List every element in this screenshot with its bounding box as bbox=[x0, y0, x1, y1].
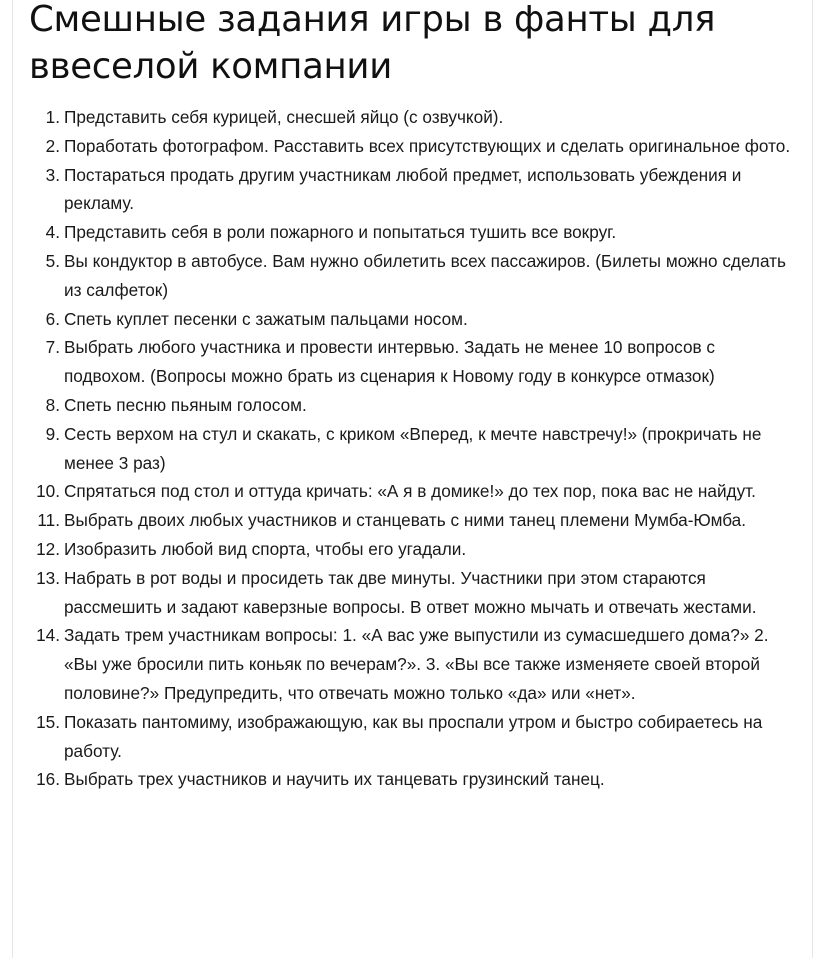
list-item bbox=[36, 535, 792, 564]
list-item-number: 2. bbox=[45, 135, 60, 156]
list-item-number: 11. bbox=[37, 510, 60, 531]
list-item-text: Выбрать двоих любых участников и станцевать с ними танец племени Мумба-Юмба. bbox=[64, 510, 747, 531]
list-item-number: 6. bbox=[45, 308, 60, 329]
list-item-text: Выбрать трех участников и научить их танцевать грузинский танец. bbox=[64, 769, 605, 790]
list-item bbox=[45, 391, 792, 420]
list-item bbox=[36, 765, 792, 794]
list-item-number: 13. bbox=[36, 567, 60, 588]
list-item-text: Показать пантомиму, изображающую, как вы проспали утром и быстро собираетесь на работу. bbox=[64, 711, 763, 761]
list-item-text: Задать трем участникам вопросы: 1. «А вас уже выпустили из сумасшедшего дома?» 2. «Вы уже бросили пить коньяк по вечерам?». 3. «Вы все также изменяете своей второй половине?» Предупредить, что отвечать можно только «да» или «нет». bbox=[64, 625, 769, 703]
list-item-text: Поработать фотографом. Расставить всех присутствующих и сделать оригинальное фото. bbox=[64, 135, 791, 156]
list-item bbox=[37, 506, 792, 535]
list-item bbox=[45, 247, 792, 305]
list-item bbox=[36, 477, 792, 506]
list-item-text: Вы кондуктор в автобусе. Вам нужно обилетить всех пассажиров. (Билеты можно сделать из салфеток) bbox=[64, 250, 786, 300]
list-item bbox=[45, 161, 792, 219]
list-item bbox=[36, 621, 792, 707]
list-item bbox=[45, 305, 792, 334]
list-item-number: 4. bbox=[45, 222, 60, 243]
list-item-number: 14. bbox=[36, 625, 60, 646]
list-item-text: Сесть верхом на стул и скакать, с криком «Вперед, к мечте навстречу!» (прокричать не менее 3 раз) bbox=[64, 423, 762, 473]
list-item-text: Изобразить любой вид спорта, чтобы его угадали. bbox=[64, 538, 467, 559]
list-item-number: 9. bbox=[45, 423, 60, 444]
list-item-number: 16. bbox=[36, 769, 60, 790]
list-item-text: Представить себя в роли пожарного и попытаться тушить все вокруг. bbox=[64, 222, 617, 243]
list-item-number: 7. bbox=[45, 337, 60, 358]
list-item-number: 8. bbox=[45, 394, 60, 415]
list-item bbox=[45, 218, 792, 247]
list-item-number: 3. bbox=[45, 164, 60, 185]
list-item bbox=[36, 708, 792, 766]
list-item-text: Выбрать любого участника и провести интервью. Задать не менее 10 вопросов с подвохом. (Вопросы можно брать из сценария к Новому году в конкурсе отмазок) bbox=[64, 337, 716, 387]
list-item-text: Постараться продать другим участникам любой предмет, использовать убеждения и рекламу. bbox=[64, 164, 742, 214]
list-item-text: Набрать в рот воды и просидеть так две минуты. Участники при этом стараются рассмешить и задают каверзные вопросы. В ответ можно мычать и отвечать жестами. bbox=[64, 567, 757, 617]
list-item-number: 12. bbox=[36, 538, 60, 559]
list-item-text: Спрятаться под стол и оттуда кричать: «А я в домике!» до тех пор, пока вас не найдут. bbox=[64, 481, 756, 502]
list-item bbox=[45, 420, 792, 478]
list-item-text: Представить себя курицей, снесшей яйцо (с озвучкой). bbox=[64, 107, 504, 127]
list-item bbox=[45, 132, 792, 161]
list-item-number: 1. bbox=[45, 107, 60, 127]
article-title: Смешные задания игры в фанты для ввеселой компании bbox=[29, 0, 716, 87]
tasks-list bbox=[36, 103, 792, 794]
list-item bbox=[36, 564, 792, 622]
list-item-number: 15. bbox=[36, 711, 60, 732]
list-item bbox=[45, 333, 792, 391]
list-item-number: 10. bbox=[36, 481, 60, 502]
list-item-text: Спеть песню пьяным голосом. bbox=[64, 394, 307, 415]
list-item-number: 5. bbox=[45, 250, 60, 271]
list-item bbox=[45, 103, 792, 132]
list-item-text: Спеть куплет песенки с зажатым пальцами носом. bbox=[64, 308, 468, 329]
